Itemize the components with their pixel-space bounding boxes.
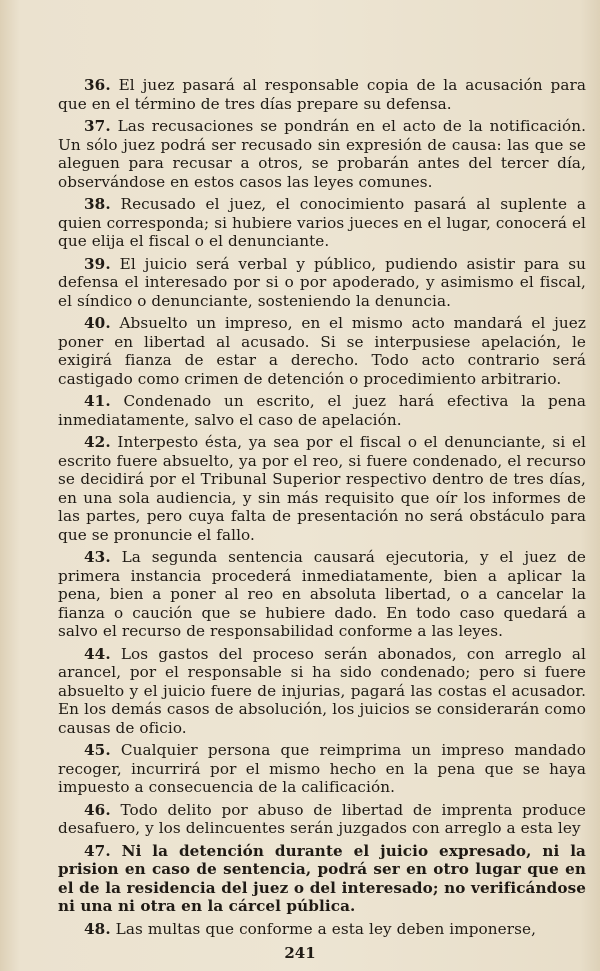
article-number: 41. (84, 392, 111, 410)
article-number: 48. (84, 919, 111, 938)
article-text: Absuelto un impreso, en el mismo acto mandará el juez poner en libertad al acusado. Si se interpusiese apelación, le exigirá fianza de estar a derecho. Todo acto contrario será castigado como crimen de detención o procedimiento arbitrario. (58, 314, 586, 388)
article-46 (58, 801, 586, 838)
article-text: Condenado un escrito, el juez hará efectiva la pena inmediatamente, salvo el caso de apelación. (58, 392, 586, 429)
article-number: 42. (84, 433, 111, 451)
article-number: 36. (84, 76, 111, 94)
article-45 (58, 741, 586, 797)
article-text: Interpesto ésta, ya sea por el fiscal o el denunciante, si el escrito fuere absuelto, ya por el reo, si fuere condenado, el recurso se decidirá por el Tribunal Superior respectivo dentro de tres días, en una sola audiencia, y sin más requisito que oír los informes de las partes, pero cuya falta de presentación no será obstáculo para que se pronuncie el fallo. (58, 433, 586, 544)
article-39 (58, 255, 586, 311)
article-text: Cualquier persona que reimprima un impreso mandado recoger, incurrirá por el mismo hecho en la pena que se haya impuesto a consecuencia de la calificación. (58, 741, 586, 796)
article-number: 40. (84, 314, 111, 332)
article-number: 38. (84, 195, 111, 213)
text-column (58, 76, 586, 942)
article-48 (58, 920, 586, 939)
article-41 (58, 392, 586, 429)
article-47 (58, 842, 586, 916)
article-number: 47. (84, 841, 111, 860)
article-number: 39. (84, 254, 111, 273)
article-40 (58, 314, 586, 388)
article-42 (58, 433, 586, 544)
article-text: La segunda sentencia causará ejecutoria, y el juez de primera instancia procederá inmediatamente, bien a aplicar la pena, bien a poner al reo en absoluta libertad, o a cancelar la fianza o caución que se hubiere dado. En todo caso quedará a salvo el recurso de responsabilidad conforme a las leyes. (58, 548, 586, 640)
article-text: Recusado el juez, el conocimiento pasará al suplente a quien corresponda; si hubiere varios jueces en el lugar, conocerá el que elija el fiscal o el denunciante. (58, 195, 586, 250)
article-44 (58, 645, 586, 738)
page-number: 241 (284, 944, 316, 962)
article-number: 46. (84, 800, 111, 819)
article-37 (58, 117, 586, 191)
article-36 (58, 76, 586, 113)
article-text: El juez pasará al responsable copia de la acusación para que en el término de tres días prepare su defensa. (58, 76, 586, 113)
article-number: 43. (84, 548, 111, 566)
article-text: Los gastos del proceso serán abonados, con arreglo al arancel, por el responsable si ha sido condenado; pero si fuere absuelto y el juicio fuere de injurias, pagará las costas el acusador. En los demás casos de absolución, los juicios se considerarán como causas de oficio. (58, 644, 586, 737)
article-number: 45. (84, 741, 111, 759)
article-text: Las recusaciones se pondrán en el acto de la notificación. Un sólo juez podrá ser recusado sin expresión de causa: las que se aleguen para recusar a otros, se probarán antes del tercer día, observándose en estos casos las leyes comunes. (58, 117, 587, 191)
article-text: El juicio será verbal y público, pudiendo asistir para su defensa el interesado por si o por apoderado, y asimismo el fiscal, el síndico o denunciante, sosteniendo la denuncia. (58, 254, 586, 310)
article-43 (58, 548, 586, 641)
article-text: Las multas que conforme a esta ley deben imponerse, (115, 919, 537, 938)
article-38 (58, 195, 586, 251)
article-number: 37. (84, 117, 111, 135)
article-number: 44. (84, 644, 111, 663)
article-text: Ni la detención durante el juicio expresado, ni la prision en caso de sentencia, podrá ser en otro lugar que en el de la residencia del juez o del interesado; no verificándose ni una ni otra en la cárcel pública. (58, 841, 587, 915)
article-text: Todo delito por abuso de libertad de imprenta produce desafuero, y los delincuentes serán juzgados con arreglo a esta ley (58, 800, 586, 837)
